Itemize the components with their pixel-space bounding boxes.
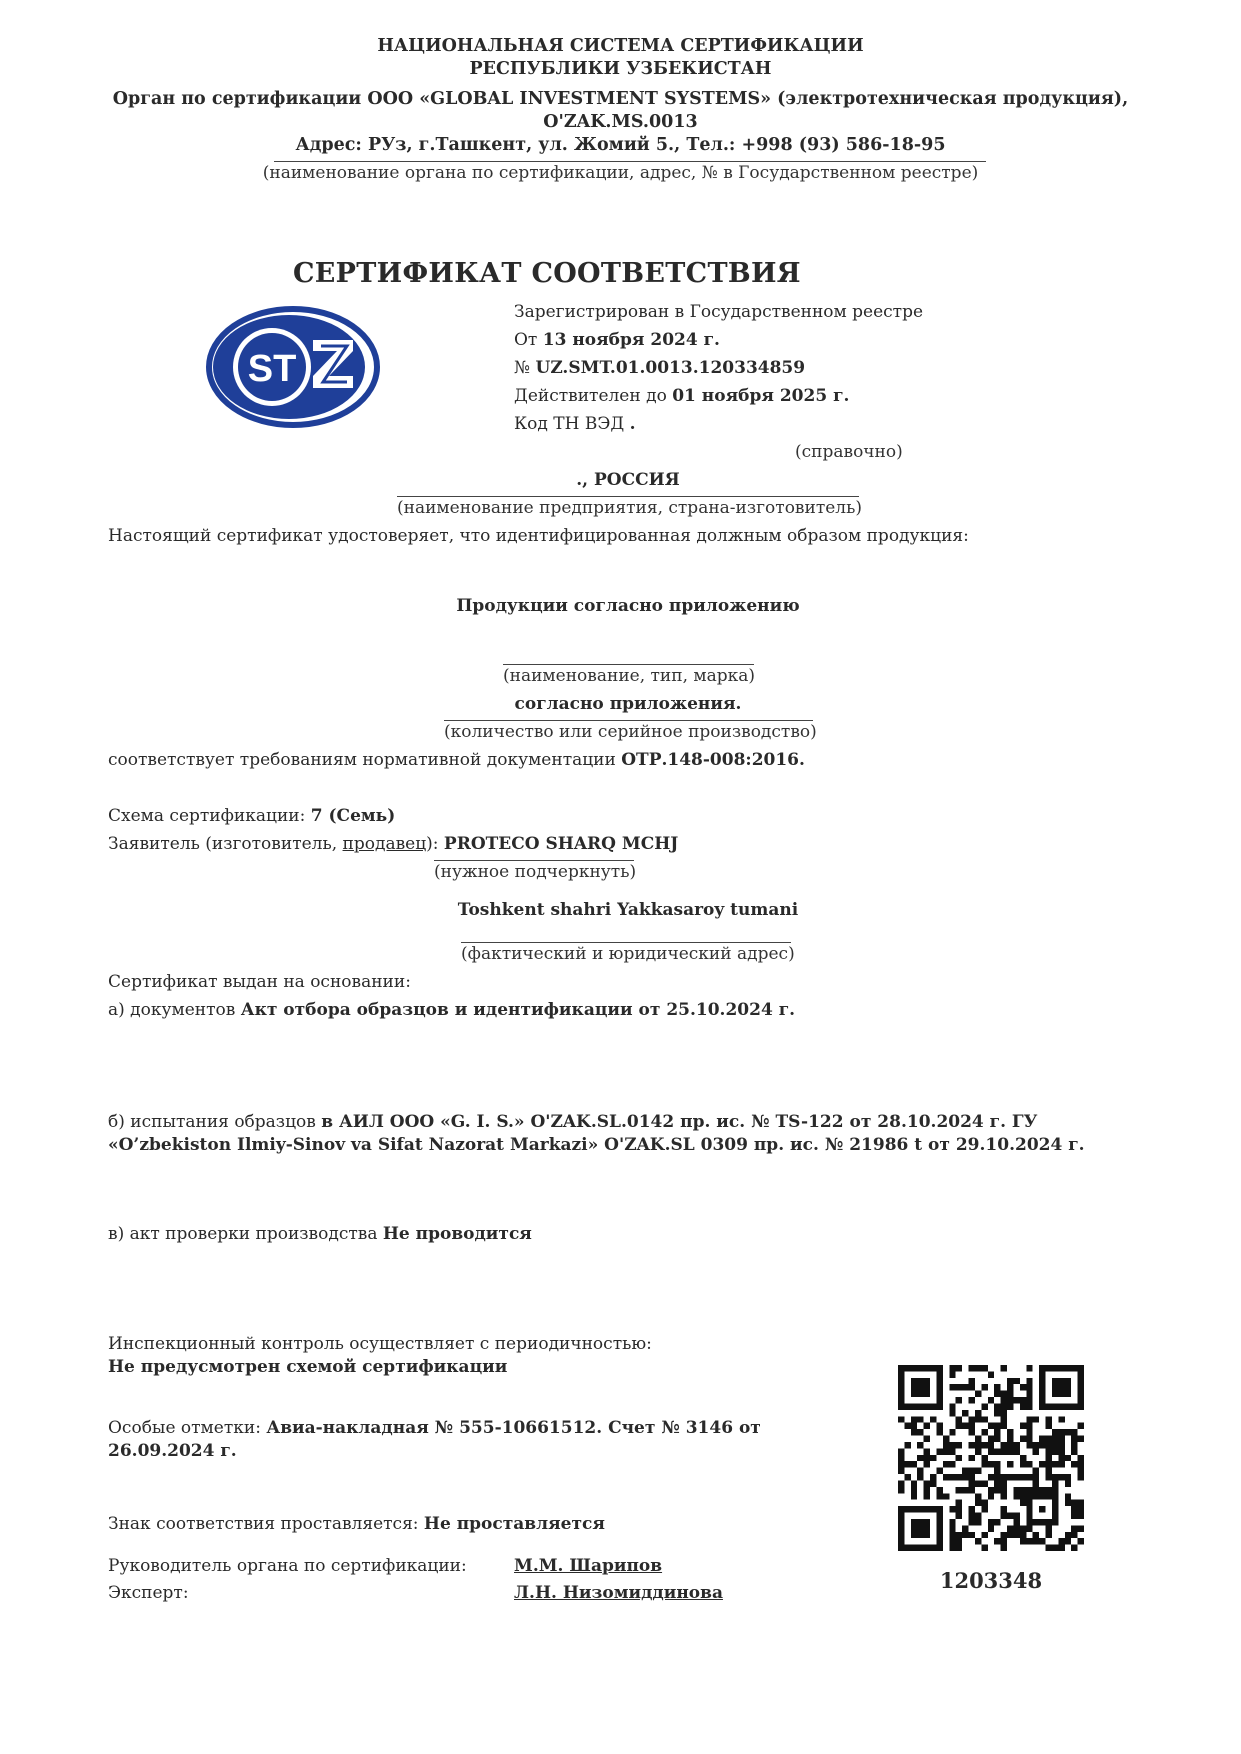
basis-tests-value-line1: в АИЛ ООО «G. I. S.» O'ZAK.SL.0142 пр. ис. № TS-122 от 28.10.2024 г. ГУ [321,1112,1038,1132]
applicant-label-b: ): [426,834,444,854]
basis-docs-value: Акт отбора образцов и идентификации от 25.10.2024 г. [240,1000,796,1020]
control-label: Инспекционный контроль осуществляет с периодичностью: [108,1334,652,1354]
qr-code-icon [898,1365,1084,1551]
mark-label: Знак соответствия проставляется: [108,1514,424,1534]
applicant-line [108,833,678,855]
expert-name: Л.Н. Низомиддинова [514,1583,723,1603]
basis-docs-label: а) документов [108,1000,241,1020]
basis-tests-value-line2: «O’zbekiston Ilmiy-Sinov va Sifat Nazorat Markazi» O'ZAK.SL 0309 пр. ис. № 21986 t от 29.10.2024 г. [108,1135,1085,1155]
applicant-label-a: Заявитель (изготовитель, [108,834,343,854]
address-caption: (фактический и юридический адрес) [461,944,795,964]
certificate-title: СЕРТИФИКАТ СООТВЕТСТВИЯ [293,258,801,289]
notes-value-line2: 26.09.2024 г. [108,1441,237,1461]
registry-code-label: Код ТН ВЭД [514,414,630,434]
expert-label: Эксперт: [108,1583,189,1603]
basis-tests-label: б) испытания образцов [108,1112,322,1132]
notes-label: Особые отметки: [108,1418,267,1438]
header-line1: НАЦИОНАЛЬНАЯ СИСТЕМА СЕРТИФИКАЦИИ [377,36,864,56]
head-name: М.М. Шарипов [514,1556,663,1576]
product-value: Продукции согласно приложению [456,596,800,616]
qr-number: 1203348 [939,1568,1043,1593]
logo-text: ST [247,348,297,390]
applicant-value: PROTECO SHARQ MCHJ [443,834,679,854]
registry-number-label: № [514,358,536,378]
applicant-caption: (нужное подчеркнуть) [434,862,637,882]
head-label: Руководитель органа по сертификации: [108,1556,467,1576]
basis-label: Сертификат выдан на основании: [108,972,411,992]
cert-body-registry-number: O'ZAK.MS.0013 [543,112,698,132]
st-logo-icon [205,306,380,428]
header-line2: РЕСПУБЛИКИ УЗБЕКИСТАН [469,59,772,79]
st-logo [205,306,380,428]
qr-code[interactable] [898,1365,1084,1551]
cert-body-name: Орган по сертификации ООО «GLOBAL INVESTMENT SYSTEMS» (электротехническая продукция), [112,89,1129,109]
registry-date [514,329,720,351]
compliance-value: ОТР.148-008:2016. [621,750,805,770]
registry-reference-note: (справочно) [795,442,903,462]
compliance-line [108,749,805,771]
header-caption: (наименование органа по сертификации, адрес, № в Государственном реестре) [262,163,979,183]
manufacturer-value: ., РОССИЯ [576,470,680,490]
mark-value: Не проставляется [423,1514,605,1534]
applicant-address-value: Toshkent shahri Yakkasaroy tumani [457,900,799,920]
registry-code-value: . [629,414,636,434]
quantity-value: согласно приложения. [514,694,742,714]
scheme-line [108,805,395,827]
compliance-label: соответствует требованиям нормативной документации [108,750,622,770]
basis-tests [108,1111,1037,1133]
basis-docs [108,999,795,1021]
registry-valid-label: Действителен до [514,386,673,406]
notes-value-line1: Авиа-накладная № 555-10661512. Счет № 3146 от [266,1418,761,1438]
registry-date-value: 13 ноября 2024 г. [542,330,720,350]
registry-number [514,357,805,379]
basis-inspection-value: Не проводится [382,1224,532,1244]
product-caption: (наименование, тип, марка) [503,666,756,686]
applicant-label-seller: продавец [342,834,427,854]
scheme-label: Схема сертификации: [108,806,311,826]
certifies-text: Настоящий сертификат удостоверяет, что идентифицированная должным образом продукция: [108,526,969,546]
notes-line1 [108,1417,761,1439]
registry-valid [514,385,849,407]
registry-code [514,413,635,435]
manufacturer-caption: (наименование предприятия, страна-изготовитель) [397,498,862,518]
registry-valid-value: 01 ноября 2025 г. [672,386,850,406]
registry-number-value: UZ.SMT.01.0013.120334859 [535,358,806,378]
basis-inspection [108,1223,532,1245]
quantity-caption: (количество или серийное производство) [444,722,817,742]
basis-inspection-label: в) акт проверки производства [108,1224,383,1244]
control-value: Не предусмотрен схемой сертификации [108,1357,508,1377]
scheme-value: 7 (Семь) [310,806,396,826]
cert-body-address: Адрес: РУз, г.Ташкент, ул. Жомий 5., Тел.: +998 (93) 586-18-95 [295,135,946,155]
registry-date-label: От [514,330,543,350]
registry-registered: Зарегистрирован в Государственном реестре [514,302,924,322]
mark-line [108,1513,605,1535]
